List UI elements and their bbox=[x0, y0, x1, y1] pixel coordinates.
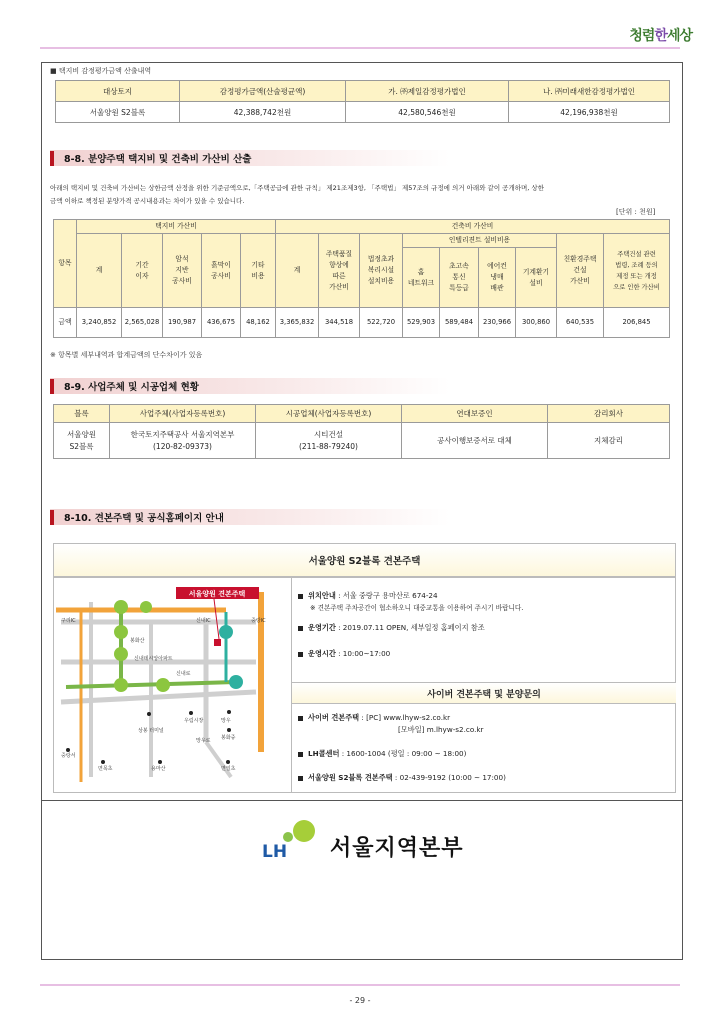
block-cell: 서울양원 S2블록 bbox=[54, 423, 110, 459]
col-header: 사업주체(사업자등록번호) bbox=[110, 405, 256, 423]
appraisal-header: 대상토지 bbox=[56, 81, 180, 102]
appraisal-cell: 42,196,938천원 bbox=[509, 102, 670, 123]
section-8-8-heading bbox=[50, 150, 450, 166]
section-title: 8-8. 분양주택 택지비 및 건축비 가산비 산출 bbox=[64, 154, 252, 165]
value-cell: 206,845 bbox=[604, 308, 670, 338]
col-header: 주택품질 향상에 따른 가산비 bbox=[319, 234, 360, 308]
station-dot bbox=[156, 678, 170, 692]
header-intel: 인텔리젼트 설비비용 bbox=[403, 234, 557, 248]
appraisal-header: 가. ㈜제일감정평가법인 bbox=[346, 81, 509, 102]
appraisal-cell: 42,580,546천원 bbox=[346, 102, 509, 123]
station-dot bbox=[114, 647, 128, 661]
value-cell: 522,720 bbox=[360, 308, 403, 338]
value-cell: 48,162 bbox=[241, 308, 276, 338]
section-8-10-heading bbox=[50, 509, 450, 525]
col-header: 시공업체(사업자등록번호) bbox=[256, 405, 402, 423]
appraisal-header: 나. ㈜미래새한감정평가법인 bbox=[509, 81, 670, 102]
col-header: 친환경주택 건설 가산비 bbox=[557, 234, 604, 308]
guarantor-cell: 공사이행보증서로 대체 bbox=[402, 423, 548, 459]
col-header: 법정초과 복리시설 설치비용 bbox=[360, 234, 403, 308]
col-header: 계 bbox=[77, 234, 122, 308]
lh-org-title: 서울지역본부 bbox=[330, 836, 464, 861]
map-label: 망우 bbox=[221, 718, 231, 724]
top-divider bbox=[40, 47, 680, 49]
map-label: 봉화산 bbox=[130, 638, 145, 644]
value-cell: 300,860 bbox=[516, 308, 557, 338]
developer-cell: 한국토지주택공사 서울지역본부 (120-82-09373) bbox=[110, 423, 256, 459]
map-label: 신내로 bbox=[176, 671, 191, 677]
section-8-8-description bbox=[50, 182, 680, 208]
map-label: 망우로 bbox=[196, 738, 211, 744]
station-dot bbox=[114, 600, 128, 614]
value-cell: 640,535 bbox=[557, 308, 604, 338]
col-header: 계 bbox=[276, 234, 319, 308]
col-header: 흙막이 공사비 bbox=[202, 234, 241, 308]
col-header: 암석 지반 공사비 bbox=[163, 234, 202, 308]
appraisal-header: 감정평가금액(산술평균액) bbox=[180, 81, 346, 102]
parking-note: ※ 견본주택 주차공간이 협소하오니 대중교통을 이용하여 주시기 바랍니다. bbox=[310, 604, 524, 612]
appraisal-cell: 서울양원 S2블록 bbox=[56, 102, 180, 123]
section-8-9-heading bbox=[50, 378, 450, 394]
map-label: 중랑IC bbox=[251, 618, 266, 624]
value-cell: 529,903 bbox=[403, 308, 440, 338]
appraisal-caption: ■ 택지비 감정평가금액 산출내역 bbox=[50, 67, 152, 75]
map-label: 면일초 bbox=[221, 766, 236, 772]
description-line: 금액 이하로 책정된 분양가격 공시내용과는 차이가 있을 수 있습니다. bbox=[50, 197, 245, 205]
header-item: 항목 bbox=[54, 220, 77, 308]
map-label: 신내데시앙아파트 bbox=[134, 656, 173, 662]
value-cell: 190,987 bbox=[163, 308, 202, 338]
col-header: 에어컨 냉매 배관 bbox=[479, 248, 516, 308]
value-cell: 2,565,028 bbox=[122, 308, 163, 338]
col-header: 기타 비용 bbox=[241, 234, 276, 308]
station-dot bbox=[114, 625, 128, 639]
map-label: 면목초 bbox=[98, 766, 113, 772]
model-house-header: 서울양원 S2블록 견본주택 bbox=[53, 543, 676, 577]
section-title: 8-10. 견본주택 및 공식홈페이지 안내 bbox=[64, 513, 224, 524]
col-header: 초고속 통신 특등급 bbox=[440, 248, 479, 308]
cyber-mobile-link[interactable]: [모바일] m.lhyw-s2.co.kr bbox=[398, 725, 484, 734]
callcenter-line: LH콜센터 : 1600-1004 (평일 : 09:00 ~ 18:00) bbox=[298, 748, 673, 760]
model-info bbox=[298, 590, 673, 660]
station-dot bbox=[114, 678, 128, 692]
value-cell: 436,675 bbox=[202, 308, 241, 338]
table-note: ※ 항목별 세부내역과 합계금액의 단수차이가 있음 bbox=[50, 351, 203, 359]
station-dot bbox=[219, 625, 233, 639]
location-line: 위치안내 : 서울 중랑구 용마산로 674-24 bbox=[298, 590, 673, 602]
unit-label: [단위 : 천원] bbox=[616, 208, 656, 216]
cyber-info bbox=[298, 712, 673, 784]
value-cell: 3,240,852 bbox=[77, 308, 122, 338]
cyber-pc-link[interactable]: : [PC] www.lhyw-s2.co.kr bbox=[359, 713, 451, 722]
surcharge-table bbox=[53, 219, 670, 338]
map-label: 구리IC bbox=[61, 618, 76, 624]
developer-table bbox=[53, 404, 670, 459]
header-build: 건축비 가산비 bbox=[276, 220, 670, 234]
lh-logo-text: LH bbox=[262, 842, 288, 861]
map-title: 서울양원 견본주택 bbox=[188, 590, 246, 598]
station-dot bbox=[140, 601, 152, 613]
period-line: 운영기간 : 2019.07.11 OPEN, 세부일정 홈페이지 참조 bbox=[298, 622, 673, 634]
map-label: 중랑서 bbox=[61, 753, 76, 759]
section-title: 8-9. 사업주체 및 시공업체 현황 bbox=[64, 382, 199, 393]
map-label: 우림시장 bbox=[184, 718, 204, 724]
description-line: 아래의 택지비 및 건축비 가산비는 상한금액 산정을 위한 기준금액으로,「주택공급에 관한 규칙」 제21조제3항, 「주택법」 제57조의 규정에 의거 아래와 같이 공개하며, 상한 bbox=[50, 184, 544, 192]
header-land: 택지비 가산비 bbox=[77, 220, 276, 234]
appraisal-cell: 42,388,742천원 bbox=[180, 102, 346, 123]
col-header: 감리회사 bbox=[548, 405, 670, 423]
cyber-header: 사이버 견본주택 및 분양문의 bbox=[292, 682, 676, 704]
page-number: - 29 - bbox=[349, 996, 371, 1005]
col-header: 연대보증인 bbox=[402, 405, 548, 423]
value-cell: 230,966 bbox=[479, 308, 516, 338]
col-header: 블록 bbox=[54, 405, 110, 423]
supervisor-cell: 지체감리 bbox=[548, 423, 670, 459]
value-cell: 3,365,832 bbox=[276, 308, 319, 338]
model-phone-line: 서울양원 S2블록 견본주택 : 02-439-9192 (10:00 ~ 17:00) bbox=[298, 772, 673, 784]
map-label: 봉화중 bbox=[221, 735, 236, 741]
cyber-line: 사이버 견본주택 : [PC] www.lhyw-s2.co.kr bbox=[298, 712, 673, 724]
col-header: 홈 네트워크 bbox=[403, 248, 440, 308]
model-house-marker bbox=[214, 639, 221, 646]
integrity-logo: 청렴한세상 bbox=[629, 28, 692, 44]
hours-line: 운영시간 : 10:00~17:00 bbox=[298, 648, 673, 660]
col-header: 기간 이자 bbox=[122, 234, 163, 308]
builder-cell: 시티건설 (211-88-79240) bbox=[256, 423, 402, 459]
col-header: 기계환기 설비 bbox=[516, 248, 557, 308]
lh-logo-icon bbox=[258, 817, 322, 861]
map-label: 용마산 bbox=[151, 766, 166, 772]
appraisal-table bbox=[55, 80, 670, 123]
map-label: 신내IC bbox=[196, 618, 211, 624]
station-dot bbox=[229, 675, 243, 689]
map-label: 상봉 터미널 bbox=[138, 728, 164, 734]
bottom-divider bbox=[40, 984, 680, 986]
location-map bbox=[56, 582, 286, 788]
row-label: 금액 bbox=[54, 308, 77, 338]
value-cell: 344,518 bbox=[319, 308, 360, 338]
value-cell: 589,484 bbox=[440, 308, 479, 338]
col-header: 주택건설 관련 법령, 조례 등의 제정 또는 개정 으로 인한 가산비 bbox=[604, 234, 670, 308]
